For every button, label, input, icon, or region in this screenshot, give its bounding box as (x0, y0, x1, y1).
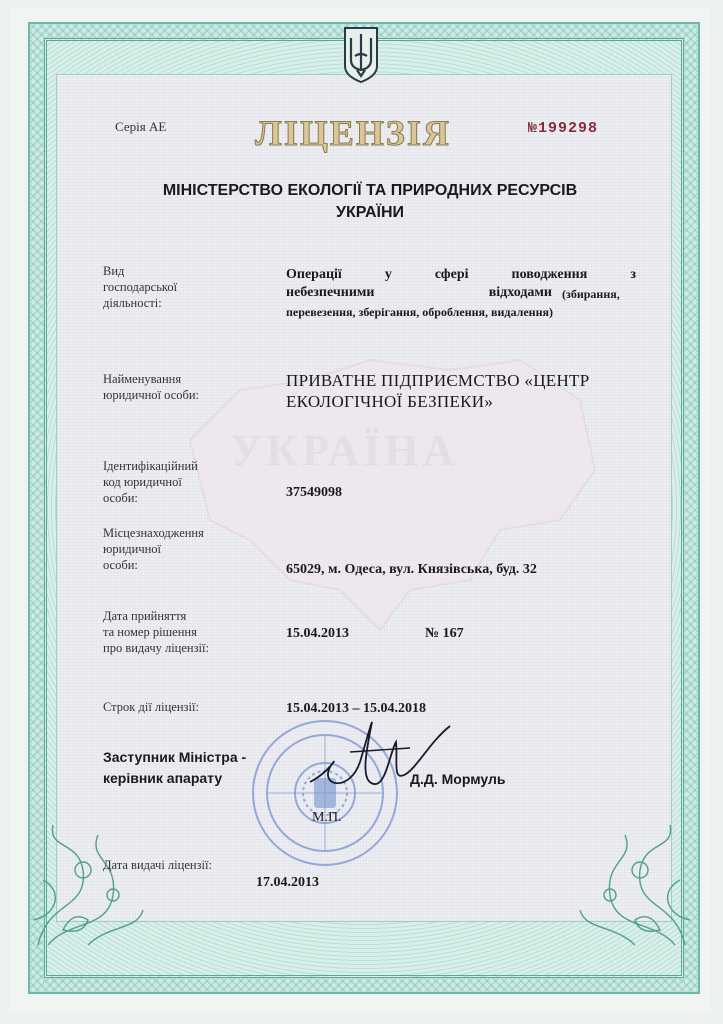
company-code-value: 37549098 (286, 485, 342, 500)
company-location-label: Місцезнаходження юридичної особи: (103, 526, 204, 572)
decision-label: Дата прийняття та номер рішення про видачу ліцензії: (103, 609, 209, 655)
signatory-name: Д.Д. Мормуль (410, 771, 506, 787)
decision-date: 15.04.2013 (286, 626, 349, 641)
issuing-authority-line1: МІНІСТЕРСТВО ЕКОЛОГІЇ ТА ПРИРОДНИХ РЕСУРСІВ (162, 182, 578, 199)
activity-value-line2: небезпечними відходами (286, 285, 552, 300)
issuing-authority (130, 180, 610, 224)
handwritten-signature-icon (300, 712, 460, 802)
company-name-label: Найменування юридичної особи: (103, 372, 200, 402)
company-code-label: Ідентифікаційний код юридичної особи: (103, 459, 198, 505)
activity-value-paren1: (збирання, (562, 287, 620, 301)
activity-value-line1: Операції у сфері поводження з (286, 267, 636, 282)
term-value: 15.04.2013 – 15.04.2018 (286, 701, 426, 716)
activity-label: Вид господарської діяльності: (103, 264, 178, 310)
issue-date-value: 17.04.2013 (256, 875, 319, 890)
floral-ornament-right-icon (575, 800, 695, 950)
license-title: ЛІЦЕНЗІЯ (255, 113, 451, 153)
license-number: №199298 (528, 120, 599, 137)
decision-number: № 167 (425, 626, 464, 641)
license-series: Серія АЕ (115, 119, 167, 134)
svg-text:УКРАЇНА: УКРАЇНА (230, 426, 459, 475)
issuing-authority-line2: УКРАЇНИ (335, 204, 404, 221)
term-label: Строк дії ліцензії: (103, 700, 199, 714)
trident-emblem-icon (342, 26, 380, 84)
floral-ornament-left-icon (28, 800, 148, 950)
company-location-value: 65029, м. Одеса, вул. Князівська, буд. 32 (286, 562, 537, 577)
activity-value-paren2: перевезення, зберігання, оброблення, видалення) (286, 305, 553, 319)
issue-date-label: Дата видачі ліцензії: (103, 858, 212, 872)
company-name-value: ПРИВАТНЕ ПІДПРИЄМСТВО «ЦЕНТР ЕКОЛОГІЧНОЇ БЕЗПЕКИ» (286, 371, 590, 411)
seal-place-label: М.П. (312, 810, 342, 825)
signatory-title: Заступник Міністра - керівник апарату (103, 749, 247, 786)
